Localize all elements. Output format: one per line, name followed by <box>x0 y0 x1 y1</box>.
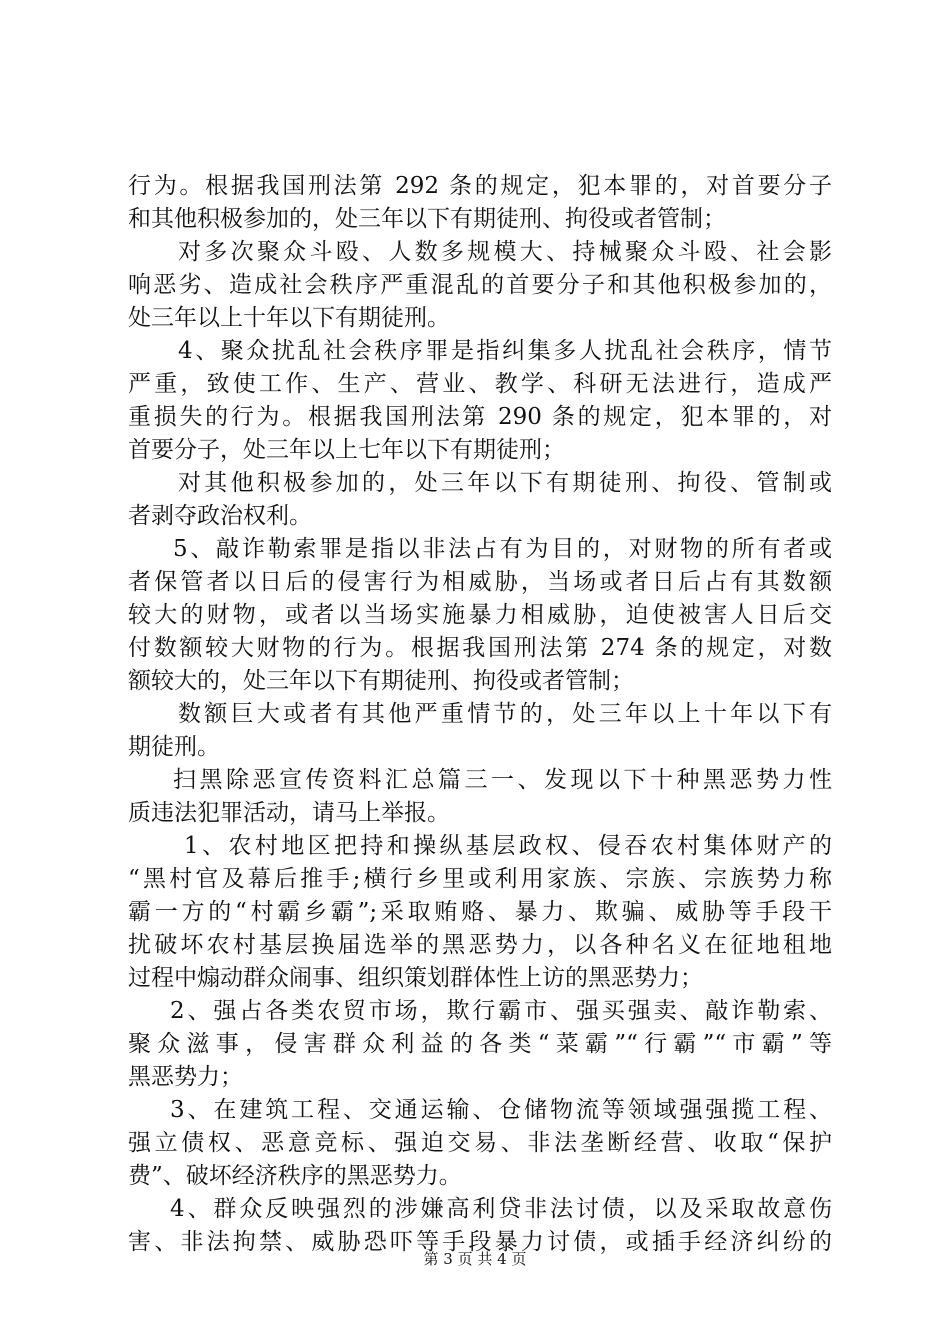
page-number: 第 3 页 共 4 页 <box>423 1250 527 1268</box>
text-line: 1、农村地区把持和操纵基层政权、侵吞农村集体财产的 <box>184 833 832 859</box>
text-line: 害、非法拘禁、威胁恐吓等手段暴力讨债，或插手经济纠纷的 <box>128 1229 832 1255</box>
text-line: 费”、破坏经济秩序的黑恶势力。 <box>128 1163 462 1189</box>
text-line: 首要分子，处三年以上七年以下有期徒刑； <box>128 437 565 463</box>
text-line: 4、群众反映强烈的涉嫌高利贷非法讨债，以及采取故意伤 <box>170 1196 832 1222</box>
text-line: 额较大的，处三年以下有期徒刑、拘役或者管制； <box>128 668 634 694</box>
text-line: 数额巨大或者有其他严重情节的，处三年以上十年以下有 <box>178 701 832 727</box>
text-line: 者剥夺政治权利。 <box>128 503 312 529</box>
text-line: 聚众滋事，侵害群众利益的各类“菜霸”“行霸”“市霸”等 <box>128 1031 832 1057</box>
text-line: 和其他积极参加的，处三年以下有期徒刑、拘役或者管制； <box>128 206 726 232</box>
text-line: 较大的财物，或者以当场实施暴力相威胁，迫使被害人日后交 <box>128 602 832 628</box>
text-line: 处三年以上十年以下有期徒刑。 <box>128 305 450 331</box>
text-line: 期徒刑。 <box>128 734 220 760</box>
text-line: 响恶劣、造成社会秩序严重混乱的首要分子和其他积极参加的， <box>128 272 832 298</box>
text-line: 4、聚众扰乱社会秩序罪是指纠集多人扰乱社会秩序，情节 <box>178 338 832 364</box>
text-line: 付数额较大财物的行为。根据我国刑法第 274 条的规定，对数 <box>128 635 832 661</box>
text-line: 者保管者以日后的侵害行为相威胁，当场或者日后占有其数额 <box>128 569 832 595</box>
text-line: 霸一方的“村霸乡霸”;采取贿赂、暴力、欺骗、威胁等手段干 <box>128 899 832 925</box>
text-line: 重损失的行为。根据我国刑法第 290 条的规定，犯本罪的，对 <box>128 404 832 430</box>
text-line: 3、在建筑工程、交通运输、仓储物流等领域强强揽工程、 <box>170 1097 832 1123</box>
text-line: 过程中煽动群众闹事、组织策划群体性上访的黑恶势力； <box>128 965 703 991</box>
text-line: 5、敲诈勒索罪是指以非法占有为目的，对财物的所有者或 <box>173 536 832 562</box>
text-line: 黑恶势力； <box>128 1064 243 1090</box>
text-line: 扫黑除恶宣传资料汇总篇三一、发现以下十种黑恶势力性 <box>173 767 832 793</box>
text-line: 行为。根据我国刑法第 292 条的规定，犯本罪的，对首要分子 <box>128 173 832 199</box>
text-line: “黑村官及幕后推手;横行乡里或利用家族、宗族、宗族势力称 <box>128 866 832 892</box>
text-line: 质违法犯罪活动，请马上举报。 <box>128 800 450 826</box>
text-line: 扰破坏农村基层换届选举的黑恶势力，以各种名义在征地租地 <box>128 932 832 958</box>
text-line: 对其他积极参加的，处三年以下有期徒刑、拘役、管制或 <box>178 470 832 496</box>
text-line: 强立债权、恶意竞标、强迫交易、非法垄断经营、收取“保护 <box>128 1130 832 1156</box>
text-line: 2、强占各类农贸市场，欺行霸市、强买强卖、敲诈勒索、 <box>170 998 832 1024</box>
text-line: 对多次聚众斗殴、人数多规模大、持械聚众斗殴、社会影 <box>178 239 832 265</box>
text-line: 严重，致使工作、生产、营业、教学、科研无法进行，造成严 <box>128 371 832 397</box>
document-body <box>128 170 832 1259</box>
